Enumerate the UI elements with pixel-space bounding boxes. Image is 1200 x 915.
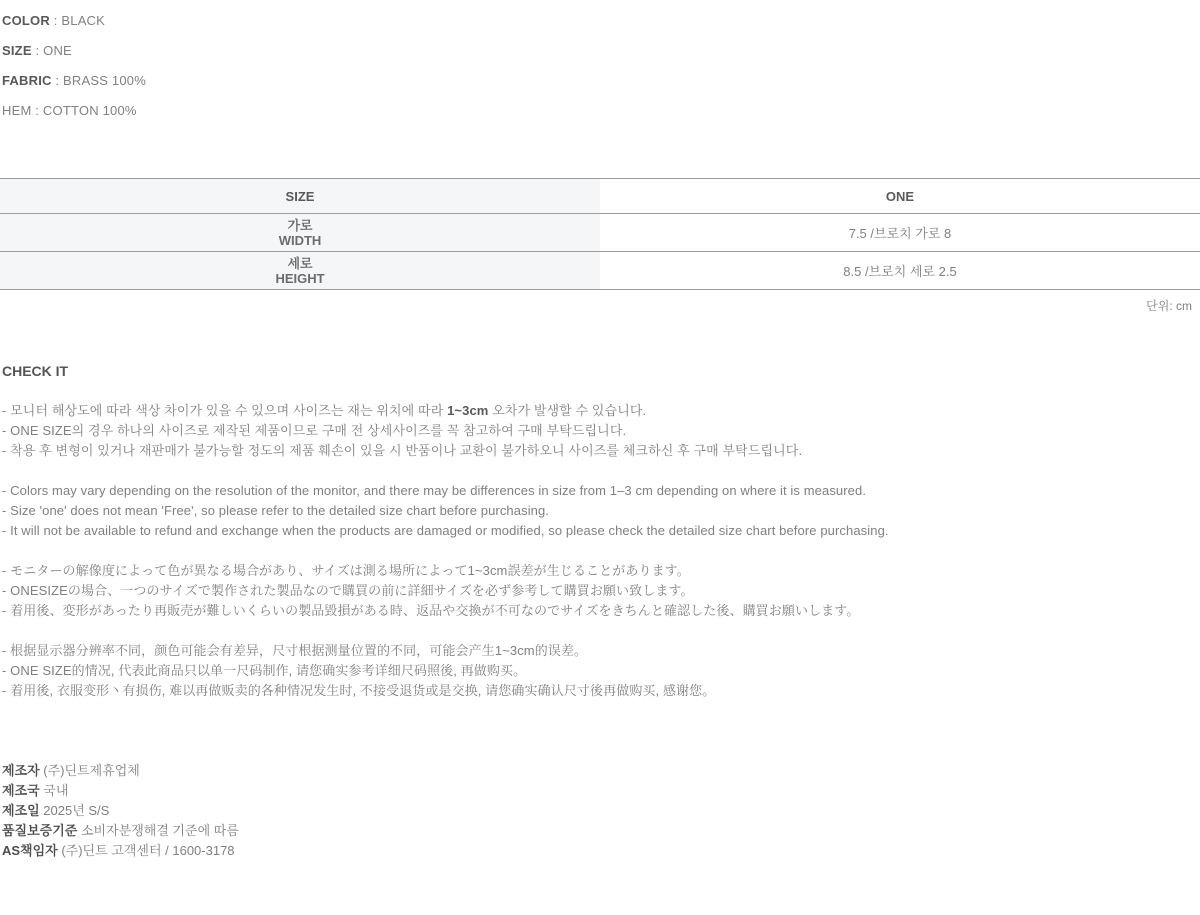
mfr-value-maker: (주)딘트제휴업체 [39, 763, 140, 778]
size-table-width-label [0, 214, 600, 252]
check-korean-line1-post: 오차가 발생할 수 있습니다. [488, 403, 647, 418]
check-korean-line-1 [2, 401, 1200, 421]
spec-line-hem [2, 96, 1200, 126]
mfr-value-date: 2025년 S/S [39, 803, 110, 818]
size-table-header-size: SIZE [0, 179, 600, 214]
mfr-label-as: AS책임자 [2, 843, 58, 858]
check-it-section [0, 361, 1200, 701]
height-label-en: HEIGHT [275, 270, 325, 286]
spec-line-size [2, 36, 1200, 66]
spec-value-color: : BLACK [49, 13, 106, 28]
check-chinese-line-3: - 着用後, 衣服变形丶有损伤, 难以再做贩卖的各种情况发生时, 不接受退货或是交换, 请您确实确认尺寸後再做购买, 感谢您。 [2, 683, 716, 698]
size-table-header-one: ONE [885, 188, 915, 204]
spec-label-color: COLOR [2, 13, 50, 28]
check-japanese-line-1: - モニターの解像度によって色が異なる場合があり、サイズは測る場所によって1~3cm誤差が生じることがあります。 [2, 563, 690, 578]
check-group-japanese [2, 561, 1200, 621]
check-korean-line1-bold: 1~3cm [447, 403, 489, 418]
check-chinese-line-1: - 根据显示器分辨率不同，颜色可能会有差异，尺寸根据测量位置的不同，可能会产生1~3cm的误差。 [2, 643, 588, 658]
mfr-line-country [2, 781, 1200, 801]
check-korean-line1-pre: - 모니터 해상도에 따라 색상 차이가 있을 수 있으며 사이즈는 재는 위치에 따라 [2, 403, 448, 418]
product-specs [0, 0, 1200, 126]
check-korean-line-3: - 착용 후 변형이 있거나 재판매가 불가능할 정도의 제품 훼손이 있을 시 반품이나 교환이 불가하오니 사이즈를 체크하신 후 구매 부탁드립니다. [2, 443, 803, 458]
spec-label-fabric: FABRIC [2, 73, 52, 88]
size-table-row-width [0, 214, 1200, 252]
mfr-line-as [2, 841, 1200, 861]
mfr-line-warranty [2, 821, 1200, 841]
spec-label-size: SIZE [2, 43, 32, 58]
mfr-value-country: 국내 [39, 783, 69, 798]
spec-value-size: : ONE [31, 43, 72, 58]
spec-value-fabric: : BRASS 100% [51, 73, 146, 88]
width-label-ko: 가로 [287, 217, 313, 233]
size-table [0, 178, 1200, 290]
check-english-line-1: - Colors may vary depending on the resolution of the monitor, and there may be differences in size from 1–3 cm depending on where it is measured. [2, 483, 867, 498]
width-label-en: WIDTH [278, 232, 322, 248]
check-japanese-line-2: - ONESIZEの場合、一つのサイズで製作された製品なので購買の前に詳細サイズを必ず参考して購買お願い致します。 [2, 583, 694, 598]
size-table-header-row [0, 179, 1200, 214]
spec-value-hem: : COTTON 100% [31, 103, 137, 118]
size-table-height-value: 8.5 /브로치 세로 2.5 [843, 264, 957, 279]
check-it-title: CHECK IT [2, 363, 69, 379]
check-group-chinese [2, 641, 1200, 701]
check-group-english [2, 481, 1200, 541]
check-chinese-line-2: - ONE SIZE的情况, 代表此商品只以单一尺码制作, 请您确实参考详细尺码照後, 再做购买。 [2, 663, 527, 678]
mfr-line-maker [2, 761, 1200, 781]
mfr-label-country: 제조국 [2, 783, 40, 798]
mfr-value-as: (주)딘트 고객센터 / 1600-3178 [57, 843, 235, 858]
manufacturer-info [0, 761, 1200, 915]
spec-line-fabric [2, 66, 1200, 96]
check-english-line-2: - Size 'one' does not mean 'Free', so please refer to the detailed size chart before purchasing. [2, 503, 550, 518]
size-table-height-label [0, 252, 600, 290]
height-label-ko: 세로 [287, 255, 313, 271]
mfr-label-maker: 제조자 [2, 763, 40, 778]
size-table-row-height [0, 252, 1200, 290]
mfr-value-warranty: 소비자분쟁해결 기준에 따름 [77, 823, 239, 838]
check-english-line-3: - It will not be available to refund and exchange when the products are damaged or modified, so please check the detailed size chart before purchasing. [2, 523, 889, 538]
mfr-label-warranty: 품질보증기준 [2, 823, 78, 838]
mfr-line-date [2, 801, 1200, 821]
mfr-label-date: 제조일 [2, 803, 40, 818]
check-japanese-line-3: - 着用後、変形があったり再販売が難しいくらいの製品毀損がある時、返品や交換が不可なのでサイズをきちんと確認した後、購買お願いします。 [2, 603, 860, 618]
size-table-width-value: 7.5 /브로치 가로 8 [848, 226, 952, 241]
spec-line-color [2, 6, 1200, 36]
unit-note: 단위: cm [1146, 299, 1192, 313]
check-korean-line-2: - ONE SIZE의 경우 하나의 사이즈로 제작된 제품이므로 구매 전 상세사이즈를 꼭 참고하여 구매 부탁드립니다. [2, 423, 627, 438]
check-group-korean [2, 401, 1200, 461]
spec-label-hem: HEM [2, 103, 32, 118]
